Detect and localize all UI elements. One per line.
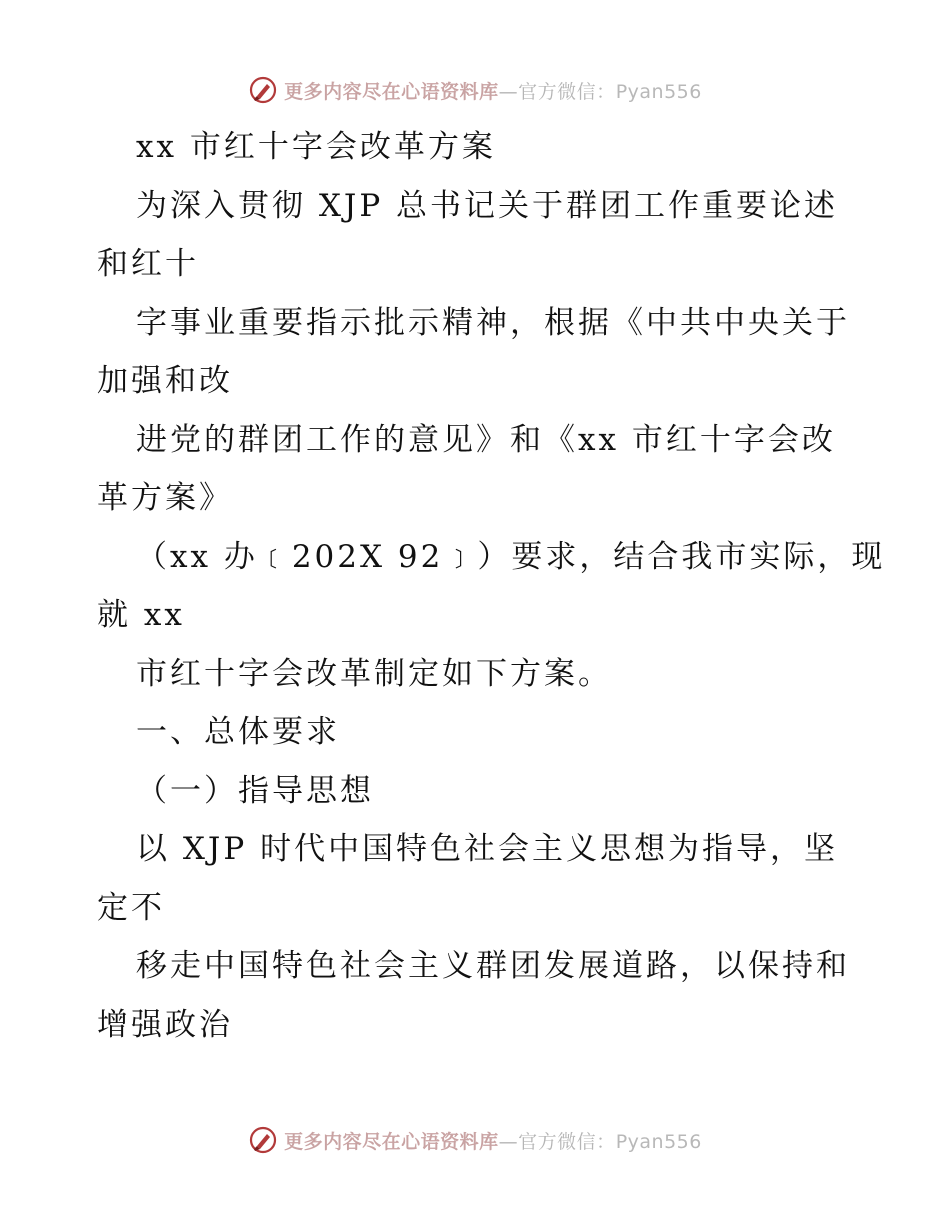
text-line: 就 xx [97,597,185,633]
text-line: 和红十 [97,246,199,282]
text-line: 加强和改 [97,363,233,399]
text-line: 进党的群团工作的意见》和《xx 市红十字会改 [136,422,836,458]
watermark-site: 更多内容尽在心语资料库 [284,80,499,103]
watermark-label: 官方微信： [518,1130,616,1153]
document-title: xx 市红十字会改革方案 [136,129,496,165]
watermark-separator: — [498,1130,519,1153]
watermark-handle: Pyan556 [615,1130,702,1153]
text-line: 市红十字会改革制定如下方案。 [136,656,612,692]
watermark-text [284,1127,702,1154]
text-line: 以 XJP 时代中国特色社会主义思想为指导，坚 [136,831,839,867]
section-heading: 一、总体要求 [136,714,340,750]
watermark-label: 官方微信： [518,80,616,103]
watermark-site: 更多内容尽在心语资料库 [284,1130,499,1153]
text-line: 革方案》 [97,480,233,516]
text-line: 为深入贯彻 XJP 总书记关于群团工作重要论述 [136,188,839,224]
watermark-separator: — [498,80,519,103]
watermark-text [284,77,702,104]
pen-circle-logo-icon [248,1125,278,1155]
watermark-handle: Pyan556 [615,80,702,103]
pen-circle-logo-icon [248,75,278,105]
header-watermark [0,70,950,110]
text-line: 字事业重要指示批示精神，根据《中共中央关于 [136,305,850,341]
text-line: （xx 办﹝202X 92﹞）要求，结合我市实际，现 [136,539,886,575]
text-line: 增强政治 [97,1007,233,1043]
footer-watermark [0,1120,950,1160]
text-line: 定不 [97,890,165,926]
text-line: 移走中国特色社会主义群团发展道路，以保持和 [136,948,850,984]
subsection-heading: （一）指导思想 [136,773,374,809]
